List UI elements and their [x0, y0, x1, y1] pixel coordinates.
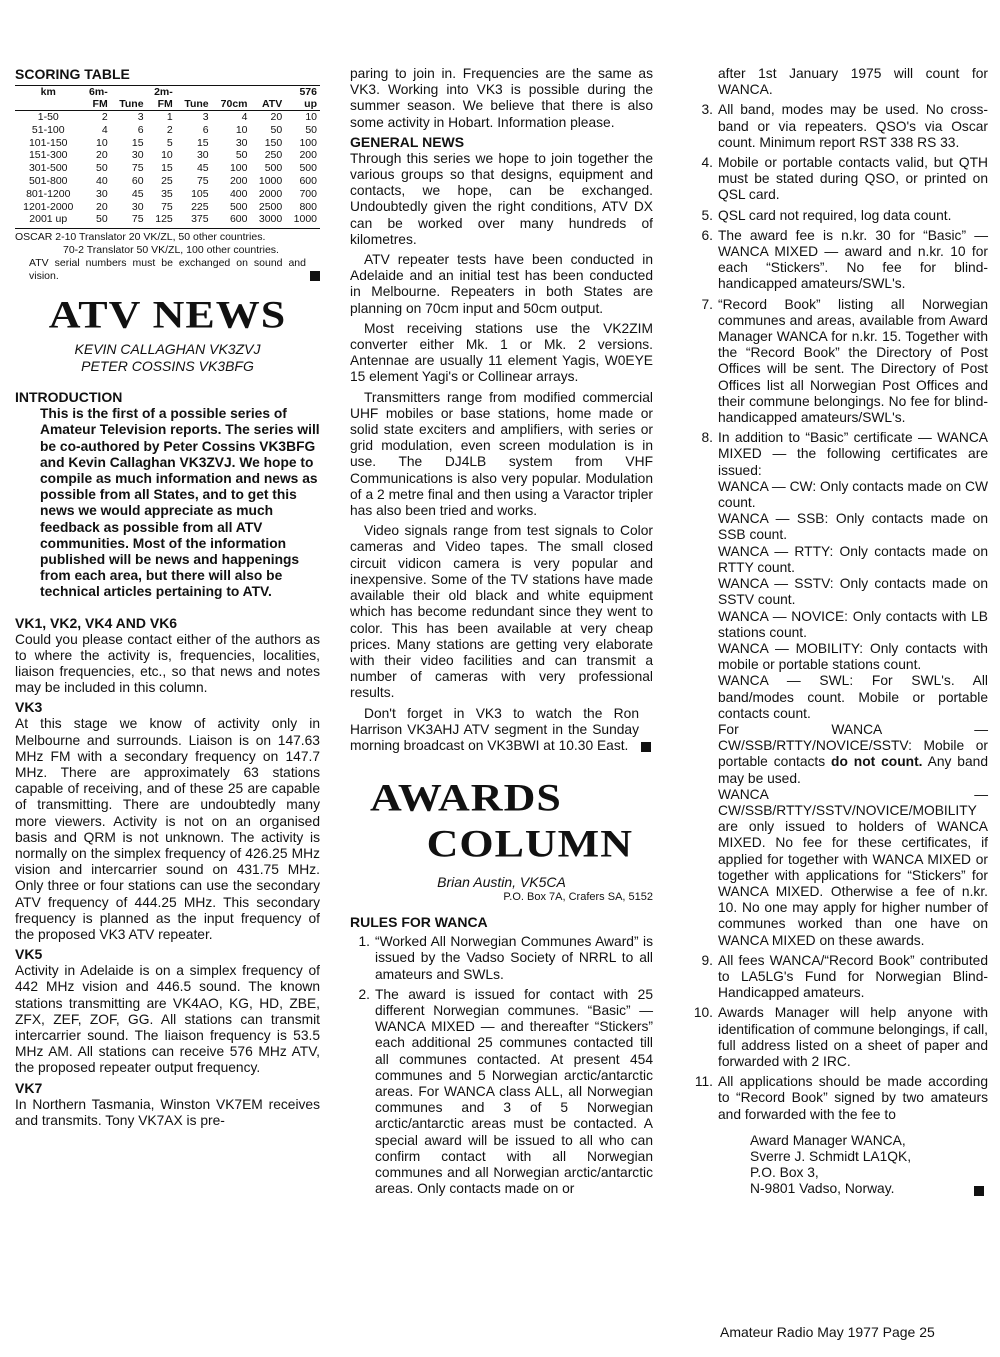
- column-title: COLUMN: [426, 821, 633, 866]
- table-cell: 10: [96, 136, 108, 149]
- rules-list-continued: [693, 102, 988, 1122]
- rule-8-rtty: WANCA — RTTY: Only contacts made on RTTY count.: [718, 543, 988, 575]
- table-cell: 800: [299, 200, 317, 213]
- vk3-heading: VK3: [15, 699, 43, 716]
- atv-news-title: ATV NEWS: [48, 292, 287, 337]
- table-cell: 200: [299, 149, 317, 162]
- table-cell: 2500: [258, 200, 283, 213]
- atv-author-1: KEVIN CALLAGHAN VK3ZVJ: [74, 341, 261, 358]
- table-header: km: [40, 86, 56, 98]
- list-item: 3. All band, modes may be used. No cross-band or via repeaters. QSO's via Oscar count. Minimum report RST 338 RS 33.: [701, 102, 988, 150]
- vk5-heading: VK5: [15, 946, 43, 963]
- table-cell: 250: [264, 149, 283, 162]
- oscar-notes: [15, 228, 320, 283]
- table-cell: 150: [264, 136, 283, 149]
- table-cell: 20: [96, 200, 108, 213]
- column-1: [15, 66, 320, 1129]
- table-cell: 700: [299, 187, 317, 200]
- table-cell: 10: [161, 149, 173, 162]
- table-cell: 40: [96, 174, 108, 187]
- table-cell: 600: [229, 213, 248, 226]
- general-news-p4: Transmitters range from modified commercial UHF mobiles or base stations, home made or solid state exciters and amplifiers, with series or grid modulation, even screen modulation is in use. The DJ4LB system from VHF Communications is also very popular. Modulation of a 2 metre final and then using a Varactor tripler has also been tried and works.: [350, 389, 653, 519]
- table-cell: 35: [161, 187, 173, 200]
- table-cell: 50: [270, 123, 283, 136]
- table-cell: 6: [202, 123, 209, 136]
- address-line-4: N-9801 Vadso, Norway.: [750, 1181, 895, 1197]
- table-cell: 4: [241, 111, 248, 123]
- table-cell: 2: [166, 123, 173, 136]
- table-cell: 20: [96, 149, 108, 162]
- rule-7-text: “Record Book” listing all Norwegian communes and areas, available from Award Manager WANCA for n.kr. 15. Together with the “Record Book” the Directory of Post Offices will be sent. The Directory of Post Offices list all Norwegian Post Offices and their commune belongings. No fee for blind-handicapped amateurs/SWL's.: [718, 296, 988, 426]
- table-cell: 200: [229, 174, 248, 187]
- rule-11-text: All applications should be made according to “Record Book” signed by two amateurs and forwarded with the fee to: [718, 1074, 988, 1122]
- table-header: 6m-: [89, 86, 108, 98]
- table-cell: 45: [131, 187, 144, 200]
- table-cell: 75: [196, 174, 209, 187]
- rule-8-mobile-note: [718, 722, 988, 787]
- table-cell: 45: [196, 162, 209, 175]
- table-cell: 400: [229, 187, 248, 200]
- rule-9-text: All fees WANCA/“Record Book” contributed to LA5LG's Fund for Norwegian Blind-Handicapped amateurs.: [718, 952, 988, 1001]
- vk5-text: Activity in Adelaide is on a simplex frequency of 442 MHz vision and 446.5 sound. The known stations transmitting are VK4AO, KG, HD, ZBE, ZFX, ZEF, ZOF, GG. All stations can transmit intercarrier sound. The liaison frequency is 53.5 MHz AM. All stations can receive 576 MHz ATV, the proposed repeater output frequency.: [15, 963, 320, 1076]
- table-cell: 1: [166, 111, 173, 123]
- table-cell: 75: [131, 213, 144, 226]
- general-news-heading: GENERAL NEWS: [350, 133, 465, 150]
- general-news-p1: Through this series we hope to join together the various groups so that designs, equipment and contacts, we hope, can be exchanged. Undoubtedly given the right conditions, ATV DX can be worked over many hundreds of kilometres.: [350, 150, 653, 247]
- table-cell: 1000: [258, 174, 283, 187]
- general-news-p6: Don't forget in VK3 to watch the Ron Harrison VK3AHJ ATV segment in the Sunday morning broadcast on VK3BWI at 10.30 East.: [350, 705, 639, 753]
- table-row: [15, 149, 320, 162]
- rule-2-text: The award is issued for contact with 25 different Norwegian communes. “Basic” — WANCA MIXED — and thereafter “Stickers” each additional 25 communes contacted till all communes contacted. At present 454 communes and 5 Norwegian arctic/antarctic areas. For WANCA class ALL, all Norwegian communes and 3 of 5 Norwegian arctic/antarctic areas must be contacted. A special award will be issued to all who can confirm contact with all Norwegian communes and all Norwegian arctic/antarctic areas. Only contacts made on or: [375, 986, 653, 1197]
- table-cell: 100: [229, 162, 248, 175]
- table-cell: 500: [264, 162, 283, 175]
- introduction-text: This is the first of a possible series of Amateur Television reports. The series will be co-authored by Peter Cossins VK3BFG and Kevin Callaghan VK3ZVJ. We hope to compile as much information and news as possible from all States, and to get this news we would appreciate as much feedback as possible from all ATV communities. Most of the information published will be news and happenings from each area, but there will also be technical articles pertaining to ATV.: [40, 406, 320, 600]
- table-header: ATV: [262, 98, 283, 110]
- list-item: 11. All applications should be made according to “Record Book” signed by two amateurs and forwarded with the fee to: [694, 1074, 988, 1122]
- table-header: Tune: [184, 98, 209, 110]
- table-cell: 301-500: [28, 162, 68, 175]
- table-cell: 500: [299, 162, 317, 175]
- rule-8-mobile-note-a: For WANCA — CW/SSB/RTTY/NOVICE/SSTV: Mobile or portable contacts: [718, 721, 988, 770]
- table-header: Tune: [119, 98, 144, 110]
- table-cell: 30: [131, 200, 144, 213]
- table-cell: 60: [131, 174, 144, 187]
- scoring-table-title: SCORING TABLE: [15, 66, 130, 82]
- rules-heading: RULES FOR WANCA: [350, 914, 488, 931]
- table-cell: 50: [96, 162, 108, 175]
- vk7-text-continued: paring to join in. Frequencies are the same as VK3. Working into VK3 is possible during the summer season. We believe that there is also some activity in Hobart. Information please.: [350, 66, 653, 130]
- rule-8-novice: WANCA — NOVICE: Only contacts with LB stations count.: [718, 608, 988, 640]
- list-item: 7. “Record Book” listing all Norwegian communes and areas, available from Award Manager WANCA for n.kr. 15. Together with the “Record Book” the Directory of Post Offices will be sent. The Directory of Post Offices list all Norwegian Post Offices and their commune belongings. No fee for blind-handicapped amateurs/SWL's.: [701, 296, 988, 426]
- table-row: [15, 162, 320, 175]
- table-row: [15, 201, 320, 214]
- table-cell: 30: [235, 136, 248, 149]
- table-row: [15, 137, 320, 150]
- table-cell: 1000: [293, 213, 317, 226]
- awards-title: AWARDS: [370, 775, 562, 820]
- table-cell: 2001 up: [29, 213, 68, 226]
- list-item: 6. The award fee is n.kr. 30 for “Basic” — WANCA MIXED — award and n.kr. 10 for each “Stickers”. No fee for blind-handicapped amateurs/SWL's.: [701, 227, 988, 292]
- table-row: [15, 111, 320, 124]
- atv-author-2: PETER COSSINS VK3BFG: [81, 358, 254, 375]
- table-row: [15, 124, 320, 137]
- page-footer: Amateur Radio May 1977 Page 25: [720, 1324, 935, 1340]
- table-cell: 101-150: [28, 136, 68, 149]
- end-mark: [974, 1186, 984, 1196]
- table-header: 576: [299, 86, 317, 98]
- vk7-heading: VK7: [15, 1079, 43, 1096]
- table-header: [111, 86, 147, 99]
- vk1-text: Could you please contact either of the authors as to where the activity is, frequencies, localities, liaison frequencies, etc., so that news and notes may be included in this column.: [15, 631, 320, 696]
- rule-10-text: Awards Manager will help anyone with identification of commune belongings, if call, full address listed on a sheet of paper and forwarded with 2 IRC.: [718, 1005, 988, 1069]
- awards-column-heading: [350, 776, 653, 904]
- table-cell: 3: [137, 111, 144, 123]
- scoring-table-body: [15, 111, 320, 227]
- general-news-p5: Video signals range from test signals to Color cameras and Video tapes. The small closed circuit vidicon camera is very popular and inexpensive. Some of the TV stations have made available their old black and white equipment which has become redundant since they went to color. This has been available at very cheap prices. Many stations are getting very elaborate with their video facilities and can transmit a number of cameras with very professional results.: [350, 523, 653, 701]
- address-line-2: Sverre J. Schmidt LA1QK,: [750, 1149, 912, 1164]
- list-item: 2. The award is issued for contact with 25 different Norwegian communes. “Basic” — WANCA MIXED — and thereafter “Stickers” each additional 25 communes contacted till all communes contacted. At present 454 communes and 5 Norwegian arctic/antarctic areas. For WANCA class ALL, all Norwegian communes and 3 of 5 Norwegian arctic/antarctic areas must be contacted. A special award will be issued to all who can confirm contact with all Norwegian communes and all Norwegian arctic/antarctic areas. Only contacts made on or: [358, 986, 653, 1197]
- table-cell: 5: [166, 136, 173, 149]
- table-cell: 1201-2000: [23, 200, 74, 213]
- address-line-1: Award Manager WANCA,: [750, 1132, 906, 1148]
- table-cell: 1-50: [37, 111, 59, 123]
- table-cell: 50: [235, 149, 248, 162]
- table-cell: 500: [229, 200, 248, 213]
- table-cell: 225: [191, 200, 209, 213]
- general-news-p3: Most receiving stations use the VK2ZIM converter either Mk. 1 or Mk. 2 versions. Antennae are usually 11 element Yagis, W0EYE 15 element Yagi's or Collinear arrays.: [350, 320, 653, 385]
- table-cell: 15: [131, 136, 144, 149]
- general-news-p2: ATV repeater tests have been conducted in Adelaide and an initial test has been conducted in Melbourne. Repeaters in both States are planning on 70cm input and 50cm output.: [350, 252, 653, 316]
- end-mark: [641, 742, 651, 752]
- serial-note-wrap: [15, 257, 320, 283]
- list-item: 4. Mobile or portable contacts valid, but QTH must be stated during QSO, or printed on QSL card.: [701, 155, 988, 203]
- table-cell: 50: [96, 213, 108, 226]
- rule-8-text: In addition to “Basic” certificate — WANCA MIXED — the following certificates are issued:: [718, 430, 988, 478]
- table-cell: 20: [270, 111, 283, 123]
- vk3-text: At this stage we know of activity only in Melbourne and surrounds. Liaison is on 147.63 MHz FM with a secondary frequency on 147.7 MHz. There are approximately 63 stations capable of receiving, and of these 25 are capable of transmitting. There are undoubtedly many more viewers. Activity is not on an organised basis and QRM is not unknown. The activity is normally on the simplex frequency of 426.25 MHz vision and intercarrier sound on 431.75 MHz. Only three or four stations can use the secondary ATV frequency of 444.25 MHz. This secondary frequency is planned as the input frequency of the proposed VK3 ATV repeater.: [15, 716, 320, 943]
- award-manager-address: [693, 1133, 988, 1198]
- rule-2-text-continued: after 1st January 1975 will count for WANCA.: [718, 66, 988, 98]
- table-cell: 375: [191, 213, 209, 226]
- table-cell: 6: [137, 123, 144, 136]
- table-row: [15, 188, 320, 201]
- table-cell: 105: [191, 187, 209, 200]
- table-cell: 801-1200: [26, 187, 71, 200]
- rule-4-text: Mobile or portable contacts valid, but QTH must be stated during QSO, or printed on QSL card.: [718, 155, 988, 203]
- list-item: 9. All fees WANCA/“Record Book” contributed to LA5LG's Fund for Norwegian Blind-Handicapped amateurs.: [701, 952, 988, 1001]
- table-cell: 25: [161, 174, 173, 187]
- table-cell: 2: [101, 111, 108, 123]
- oscar-note-2: 70-2 Translator 50 VK/ZL, 100 other countries.: [63, 244, 279, 257]
- rule-8-sstv: WANCA — SSTV: Only contacts made on SSTV count.: [718, 576, 988, 608]
- table-header: 70cm: [220, 98, 248, 110]
- serial-note: ATV serial numbers must be exchanged on sound and vision.: [29, 257, 306, 283]
- rules-list: [350, 934, 653, 1197]
- awards-author: Brian Austin, VK5CA: [437, 874, 566, 891]
- table-cell: 501-800: [28, 174, 68, 187]
- table-header: 2m-: [154, 86, 173, 98]
- rule-8-mobile-note-c: Any band may be used.: [718, 754, 988, 786]
- table-cell: 50: [305, 123, 317, 136]
- vk7-text: In Northern Tasmania, Winston VK7EM receives and transmits. Tony VK7AX is pre-: [15, 1096, 320, 1128]
- table-cell: 4: [101, 123, 108, 136]
- table-header: FM: [157, 98, 173, 110]
- table-header: up: [304, 98, 317, 110]
- address-line-3: P.O. Box 3,: [750, 1165, 819, 1181]
- table-header: [176, 86, 212, 99]
- rule-5-text: QSL card not required, log data count.: [718, 207, 952, 223]
- table-cell: 10: [235, 123, 248, 136]
- table-cell: 75: [161, 200, 173, 213]
- general-news-p6-wrap: [350, 706, 653, 755]
- rule-8-ssb: WANCA — SSB: Only contacts made on SSB count.: [718, 511, 988, 543]
- table-header: [251, 86, 286, 99]
- table-cell: 75: [131, 162, 144, 175]
- table-cell: 10: [305, 111, 317, 123]
- rule-8-swl: WANCA — SWL: For SWL's. All band/modes count. Mobile or portable contacts count.: [718, 673, 988, 721]
- table-cell: 15: [196, 136, 209, 149]
- table-cell: 30: [96, 187, 108, 200]
- column-2: [350, 66, 653, 1201]
- table-header: FM: [92, 98, 108, 110]
- rule-3-text: All band, modes may be used. No cross-band or via repeaters. QSO's via Oscar count. Minimum report RST 338 RS 33.: [718, 102, 988, 150]
- rule-8-mobile-note-b: do not count.: [831, 754, 923, 770]
- table-cell: 3000: [258, 213, 283, 226]
- oscar-note-1: OSCAR 2-10 Translator 20 VK/ZL, 50 other countries.: [15, 231, 266, 244]
- awards-address: P.O. Box 7A, Crafers SA, 5152: [503, 891, 653, 904]
- list-item: 5. QSL card not required, log data count.: [701, 207, 952, 223]
- end-mark: [310, 271, 320, 281]
- list-item: 8. In addition to “Basic” certificate — WANCA MIXED — the following certificates are issued: WANCA — CW: Only contacts made on CW count. WANCA — SSB: Only contacts made on SSB count. WANCA — RTTY: Only contacts made on RTTY count. WANCA — SSTV: Only contacts made on SSTV count. WANCA — NOVICE: Only contacts with LB stations count. WANCA — MOBILITY: Only contacts with mobile or portable stations count. WANCA — SWL: For SWL's. All band/modes count. Mobile or portable contacts count. For WANCA — CW/SSB/RTTY/NOVICE/SSTV: Mobile or portable contacts do not count. Any band may be used. WANCA — CW/SSB/RTTY/SSTV/NOVICE/MOBILITY are only issued to holders of WANCA MIXED. No fee for these certificates, if applied for together with WANCA MIXED or together with applications for “Stickers” for WANCA MIXED. Otherwise a fee of n.kr. 10. No one may apply for higher number of communes worked than one have on WANCA MIXED on these awards.: [701, 430, 988, 948]
- vk1-heading: VK1, VK2, VK4 AND VK6: [15, 614, 178, 631]
- scoring-table: [15, 85, 320, 226]
- table-cell: 30: [196, 149, 209, 162]
- introduction-heading: INTRODUCTION: [15, 389, 123, 406]
- rule-1-text: “Worked All Norwegian Communes Award” is issued by the Vadso Society of NRRL to all amateurs and SWLs.: [375, 934, 653, 982]
- table-cell: 30: [131, 149, 144, 162]
- rule-8-holders: WANCA — CW/SSB/RTTY/SSTV/NOVICE/MOBILITY are only issued to holders of WANCA MIXED. No fee for these certificates, if applied for together with WANCA MIXED or together with applications for “Stickers” for WANCA MIXED. Otherwise a fee of n.kr. 10. No one may apply for higher number of communes worked than one have on WANCA MIXED on these awards.: [718, 786, 988, 948]
- atv-news-heading: [15, 293, 320, 375]
- table-cell: 600: [299, 174, 317, 187]
- table-row: [15, 175, 320, 188]
- rule-6-text: The award fee is n.kr. 30 for “Basic” — WANCA MIXED — award and n.kr. 10 for each “Stickers”. No fee for blind-handicapped amateurs/SWL's.: [718, 227, 988, 292]
- list-item: 10. Awards Manager will help anyone with identification of commune belongings, if call, full address listed on a sheet of paper and forwarded with 2 IRC.: [693, 1005, 988, 1069]
- rule-8-cw: WANCA — CW: Only contacts made on CW count.: [718, 478, 988, 511]
- table-cell: 3: [202, 111, 209, 123]
- table-cell: 2000: [258, 187, 283, 200]
- column-3: [693, 66, 988, 1198]
- table-header: [212, 86, 251, 99]
- table-cell: 51-100: [31, 123, 65, 136]
- table-cell: 125: [155, 213, 173, 226]
- table-cell: 100: [299, 136, 317, 149]
- table-cell: 151-300: [28, 149, 68, 162]
- rule-8-mobility: WANCA — MOBILITY: Only contacts with mobile or portable stations count.: [718, 640, 988, 673]
- table-cell: 15: [161, 162, 173, 175]
- table-row: [15, 213, 320, 226]
- list-item: 1. “Worked All Norwegian Communes Award” is issued by the Vadso Society of NRRL to all amateurs and SWLs.: [358, 934, 653, 982]
